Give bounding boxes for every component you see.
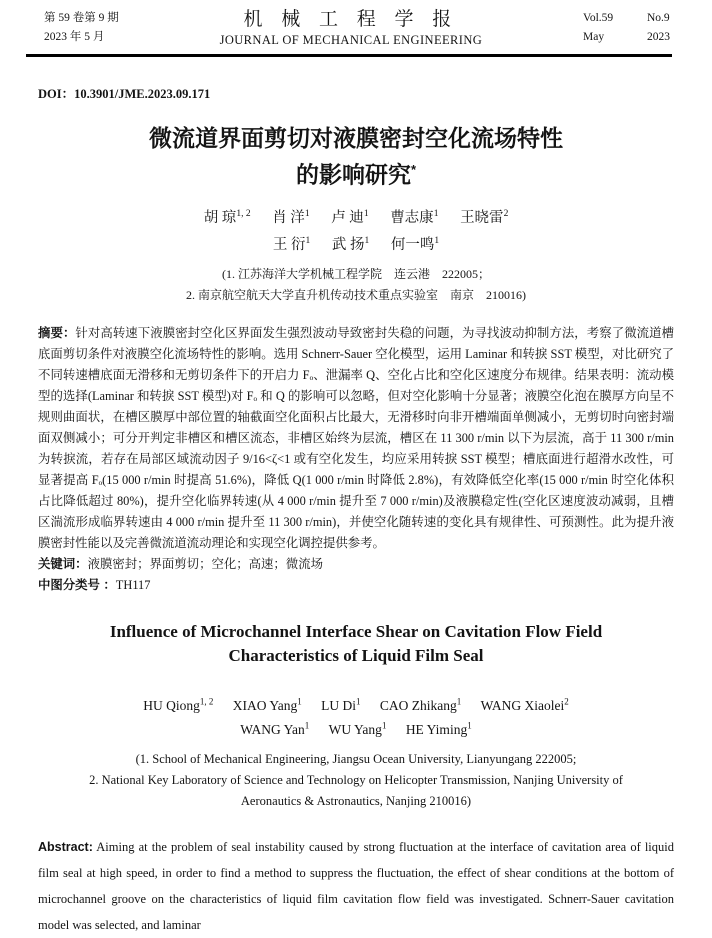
- date-line: [583, 28, 670, 47]
- author-en: [481, 698, 569, 713]
- author-name: 何一鸣: [390, 237, 435, 254]
- author-name: XIAO Yang: [232, 697, 298, 713]
- journal-header: [0, 0, 712, 49]
- month-label: May: [583, 31, 605, 43]
- affiliation-en-3: Aeronautics & Astronautics, Nanjing 210016): [240, 794, 472, 809]
- abstract-cn: [38, 323, 674, 554]
- authors-cn-row2: [0, 230, 712, 257]
- author-affil-sup: 1: [467, 720, 472, 731]
- author-name: 卢 迪: [331, 210, 364, 227]
- author-cn: [273, 237, 310, 253]
- author-affil-sup: 1: [297, 696, 302, 707]
- author-name: 曹志康: [390, 210, 434, 227]
- authors-en: [0, 691, 712, 740]
- affiliations-cn: [0, 264, 712, 306]
- author-en: [321, 698, 360, 713]
- abstract-cn-text: 针对高转速下液膜密封空化区界面发生强烈波动导致密封失稳的问题，为寻找波动抑制方法，考察了微流道槽底面剪切条件对液膜空化流场特性的影响。选用 Schnerr-Sauer 空化模型，运用 Laminar 和转捩 SST 模型，对比研究了不同转速槽底面无滑移和无剪切条件下的开启力 Fₒ、泄漏率 Q、空化占比和空化区速度分布规律。结果表明：流动模型的选择(Laminar 和转捩 SST 模型)对 Fₒ 和 Q 的影响可以忽略，但对空化影响十分显著；液膜空化泡在膜厚方向呈不规则曲面状，在槽区膜厚中部位置的轴截面空化面积占比最大，无滑移时向非开槽端面单侧减小，无剪切时向密封端面双侧减小；可分开判定非槽区和槽区流态，非槽区始终为层流，槽区在 11 300 r/min 以下为层流，高于 11 300 r/min 为转捩流，若存在局部区域流动因子 9/16<ζ<1 或有空化发生，均应采用转捩 SST 模型；槽底面进行超滑水改性，可显著提高 Fₒ(15 000 r/min 时提高 51.6%)，降低 Q(1 000 r/min 时降低 2.8%)，有效降低空化率(15 000 r/min 时空化体积占比降低超过 80%)，提升空化临界转速(从 4 000 r/min 提升至 7 000 r/min)及液膜稳定性(空化区速度波动减弱，且槽区湍流形成临界转速由 4 000 r/min 提升至 11 300 r/min)，并使空化随转速的变化具有规律性、可预测性。此为提升液膜密封性能以及完善微流道流动理论和实现空化调控提供参考。: [38, 326, 675, 551]
- keywords-label: 关键词：: [38, 557, 88, 572]
- header-volume-block: [583, 9, 670, 47]
- abstract-en-label: Abstract:: [38, 840, 93, 855]
- paper-title-cn: [30, 122, 682, 191]
- author-cn: [332, 237, 369, 253]
- author-affil-sup: 1: [381, 720, 387, 731]
- author-name: HU Qiong: [143, 697, 200, 713]
- author-en: [406, 722, 472, 737]
- author-name: 王 衍: [272, 237, 306, 254]
- journal-name-cn: 机 械 工 程 学 报: [243, 9, 459, 30]
- author-affil-sup: 1: [304, 209, 310, 220]
- author-en: [240, 722, 309, 737]
- author-cn: [272, 210, 309, 226]
- author-affil-sup: 1: [434, 236, 440, 247]
- affiliation-en-1: (1. School of Mechanical Engineering, Jiangsu Ocean University, Lianyungang 222005;: [135, 752, 577, 767]
- keywords-text: 液膜密封；界面剪切；空化；高速；微流场: [87, 557, 323, 572]
- author-name: CAO Zhikang: [379, 697, 457, 713]
- authors-cn-row1: [0, 204, 712, 231]
- author-cn: [204, 210, 251, 226]
- journal-name-en: JOURNAL OF MECHANICAL ENGINEERING: [219, 33, 483, 47]
- issue-number-cn: 第 59 卷第 9 期: [44, 12, 119, 24]
- clc-label: 中图分类号 ：: [38, 578, 116, 593]
- author-en: [233, 698, 302, 713]
- volume-line: [583, 9, 670, 28]
- author-affil-sup: 1, 2: [199, 696, 214, 707]
- authors-en-row1: [0, 691, 712, 716]
- journal-title-block: [119, 9, 583, 49]
- affiliation-en-2: 2. National Key Laboratory of Science and Technology on Helicopter Transmission, Nanjing University of: [89, 773, 623, 788]
- author-affil-sup: 2: [503, 209, 509, 220]
- author-affil-sup: 2: [564, 696, 569, 707]
- author-name: LU Di: [321, 697, 357, 713]
- affiliation-cn-1: (1. 江苏海洋大学机械工程学院 连云港 222005；: [222, 267, 490, 282]
- paper-title-en-line2: Characteristics of Liquid Film Seal: [228, 646, 484, 666]
- authors-en-row2: [0, 716, 712, 741]
- author-name: WANG Yan: [240, 722, 305, 738]
- year-label: 2023: [647, 31, 670, 43]
- volume-label: Vol.59: [583, 12, 614, 24]
- author-name: 胡 琼: [203, 210, 237, 227]
- number-label: No.9: [647, 12, 670, 24]
- author-cn: [331, 210, 368, 226]
- author-affil-sup: 1: [433, 209, 439, 220]
- clc-value: TH117: [115, 578, 151, 593]
- author-affil-sup: 1: [305, 236, 311, 247]
- abstract-en: [38, 834, 674, 938]
- author-en: [143, 698, 213, 713]
- author-affil-sup: 1, 2: [236, 209, 251, 220]
- author-en: [380, 698, 461, 713]
- issue-date-cn: 2023 年 5 月: [44, 31, 105, 43]
- abstract-en-text: Aiming at the problem of seal instability caused by strong fluctuation at the interface of cavitation area of liquid film seal at high speed, in order to find a method to suppress the fluctuation, the effect of shear conditions at the bottom of microchannel groove on the characteristics of liquid film cavitation flow field was investigated. Schnerr-Sauer cavitation model was selected, and laminar: [38, 840, 674, 933]
- author-name: HE Yiming: [405, 722, 468, 738]
- title-footnote-mark: *: [410, 162, 417, 177]
- doi-value: 10.3901/JME.2023.09.171: [74, 87, 211, 101]
- author-en: [329, 722, 387, 737]
- author-cn: [460, 210, 508, 226]
- author-affil-sup: 1: [363, 209, 369, 220]
- author-name: 肖 洋: [272, 210, 305, 227]
- author-affil-sup: 1: [356, 696, 361, 707]
- keywords-cn: [38, 554, 674, 575]
- author-cn: [390, 210, 438, 226]
- author-affil-sup: 1: [364, 236, 370, 247]
- author-cn: [391, 237, 439, 253]
- affiliation-cn-2: 2. 南京航空航天大学直升机传动技术重点实验室 南京 210016): [186, 288, 526, 303]
- author-name: 武 扬: [331, 237, 365, 254]
- header-divider-rule: [26, 54, 672, 57]
- author-affil-sup: 1: [456, 696, 462, 707]
- clc-line: [38, 575, 674, 596]
- author-name: WANG Xiaolei: [480, 697, 565, 713]
- abstract-cn-label: 摘要：: [38, 326, 76, 341]
- paper-title-en: [40, 620, 672, 668]
- paper-title-cn-line2: 的影响研究: [295, 161, 411, 188]
- paper-title-en-line1: Influence of Microchannel Interface Shear on Cavitation Flow Field: [109, 622, 603, 642]
- author-name: 王晓雷: [460, 210, 504, 227]
- authors-cn: [0, 204, 712, 258]
- doi-line: [38, 84, 674, 102]
- affiliations-en: [0, 749, 712, 812]
- author-affil-sup: 1: [304, 720, 310, 731]
- author-name: WU Yang: [328, 722, 382, 738]
- paper-title-cn-line1: 微流道界面剪切对液膜密封空化流场特性: [149, 125, 563, 151]
- header-issue-block: [44, 9, 119, 47]
- doi-label: DOI：: [38, 87, 75, 101]
